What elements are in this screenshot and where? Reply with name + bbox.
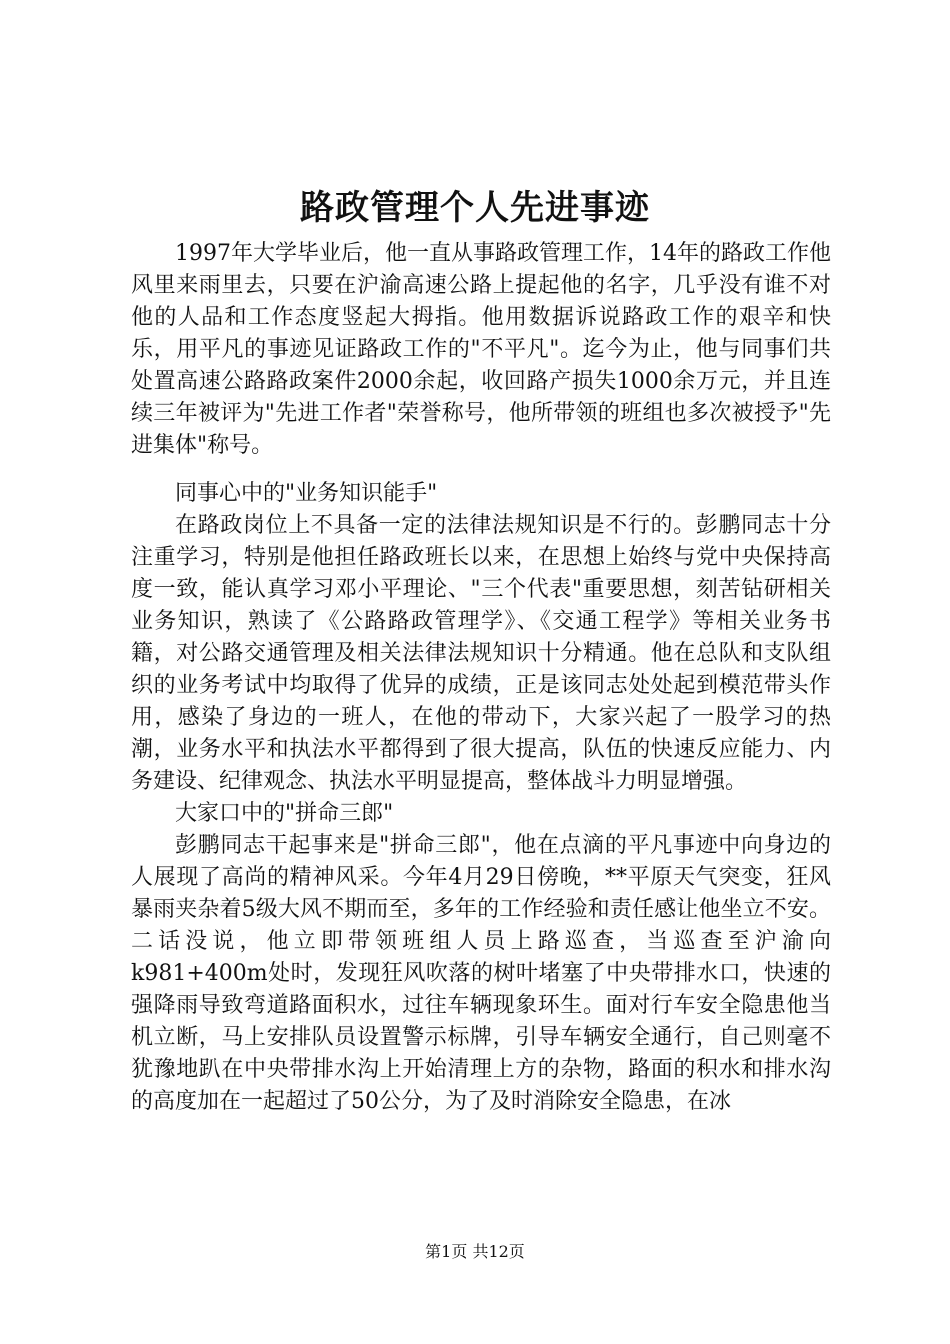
section-heading-knowledge: 同事心中的"业务知识能手": [175, 481, 438, 506]
paragraph-knowledge: 在路政岗位上不具备一定的法律法规知识是不行的。彭鹏同志十分注重学习，特别是他担任路政班长以来，在思想上始终与党中央保持高度一致，能认真学习邓小平理论、"三个代表"重要思想，刻苦钻研相关业务知识，熟读了《公路路政管理学》、《交通工程学》等相关业务书籍，对公路交通管理及相关法律法规知识十分精通。他在总队和支队组织的业务考试中均取得了优异的成绩，正是该同志处处起到模范带头作用，感染了身边的一班人，在他的带动下，大家兴起了一股学习的热潮，业务水平和执法水平都得到了很大提高，队伍的快速反应能力、内务建设、纪律观念、执法水平明显提高，整体战斗力明显增强。: [131, 513, 831, 794]
paragraph-hardworking: 彭鹏同志干起事来是"拼命三郎"，他在点滴的平凡事迹中向身边的人展现了高尚的精神风采。今年4月29日傍晚，**平原天气突变，狂风暴雨夹杂着5级大风不期而至，多年的工作经验和责任感让他坐立不安。二话没说，他立即带领班组人员上路巡查，当巡查至沪渝向k981+400m处时，发现狂风吹落的树叶堵塞了中央带排水口，快速的强降雨导致弯道路面积水，过往车辆现象环生。面对行车安全隐患他当机立断，马上安排队员设置警示标牌，引导车辆安全通行，自己则毫不犹豫地趴在中央带排水沟上开始清理上方的杂物，路面的积水和排水沟的高度加在一起超过了50公分，为了及时消除安全隐患，在冰: [131, 833, 831, 1114]
paragraph-intro: 1997年大学毕业后，他一直从事路政管理工作，14年的路政工作他风里来雨里去，只要在沪渝高速公路上提起他的名字，几乎没有谁不对他的人品和工作态度竖起大拇指。他用数据诉说路政工作的艰辛和快乐，用平凡的事迹见证路政工作的"不平凡"。迄今为止，他与同事们共处置高速公路路政案件2000余起，收回路产损失1000余万元，并且连续三年被评为"先进工作者"荣誉称号，他所带领的班组也多次被授予"先进集体"称号。: [131, 241, 831, 458]
document-body: [131, 238, 831, 1118]
document-title: 路政管理个人先进事迹: [300, 188, 650, 228]
section-heading-hardworking: 大家口中的"拼命三郎": [175, 801, 394, 826]
paragraph-gap: [131, 462, 831, 478]
page-footer: 第1页 共12页: [425, 1242, 525, 1261]
